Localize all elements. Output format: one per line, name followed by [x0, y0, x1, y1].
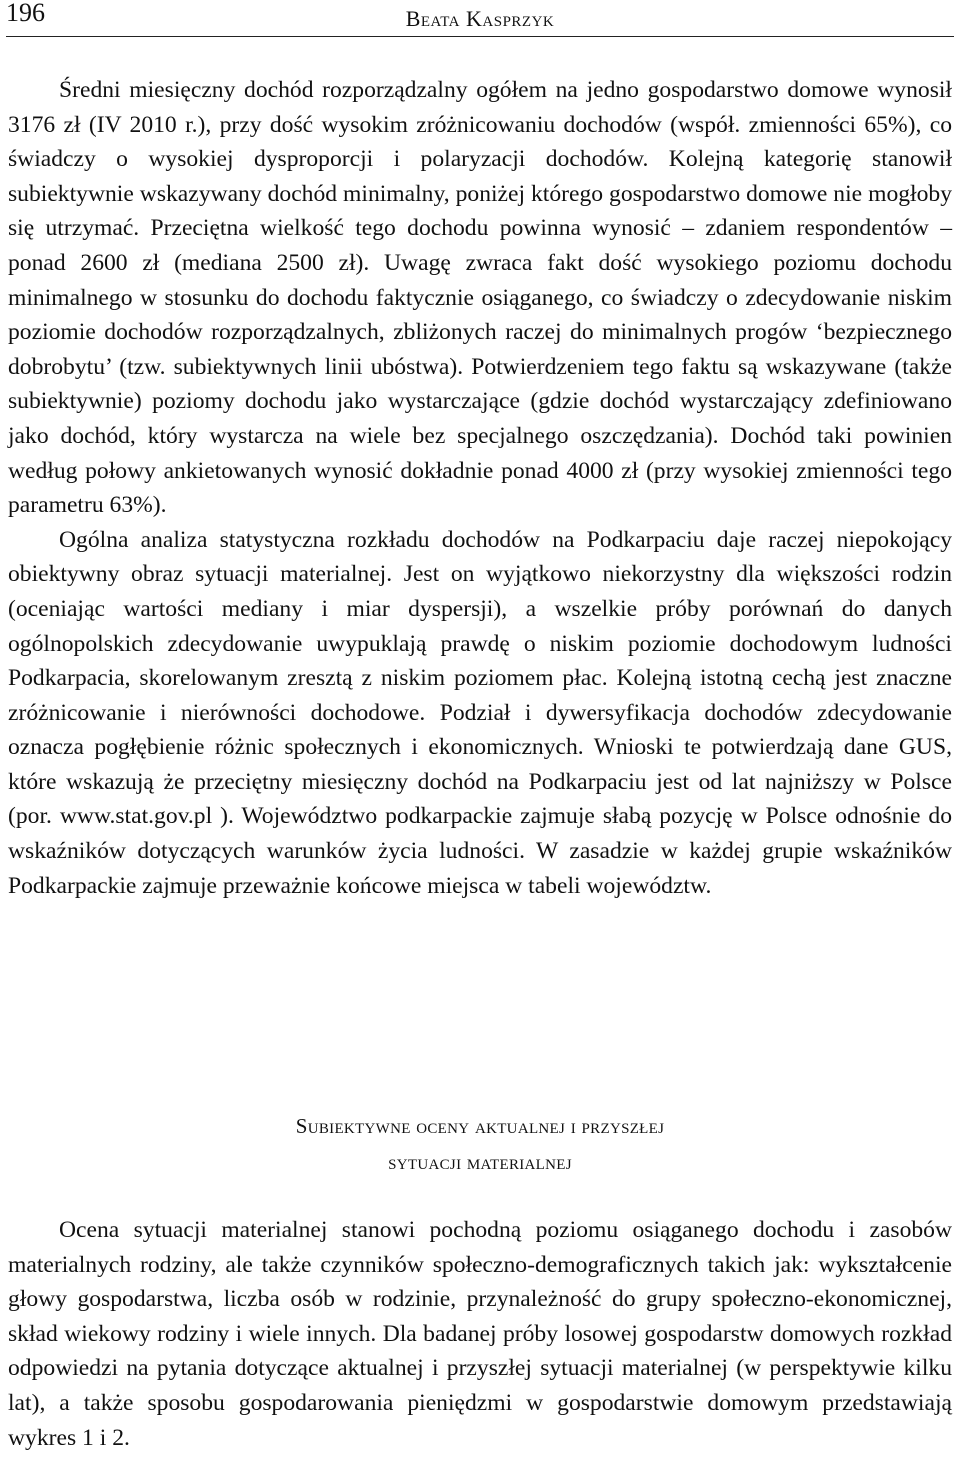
section-heading-line-1: Subiektywne oceny aktualnej i przyszłej — [295, 1114, 665, 1138]
page-number: 196 — [6, 0, 45, 27]
running-title-author: Beata Kasprzyk — [405, 6, 555, 31]
section-heading — [0, 1108, 960, 1180]
running-header — [6, 0, 954, 37]
paragraph-income-levels: Średni miesięczny dochód rozporządzalny ogółem na jedno gospodarstwo domowe wynosił 3176 zł (IV 2010 r.), przy dość wysokim zróżnicowaniu dochodów (współ. zmienności 65%), co świadczy o wysokiej dysproporcji i polaryzacji dochodów. Kolejną kategorię stanowił subiektywnie wskazywany dochód minimalny, poniżej którego gospodarstwo domowe nie mogłoby się utrzymać. Przeciętna wielkość tego dochodu powinna wynosić – zdaniem respondentów – ponad 2600 zł (mediana 2500 zł). Uwagę zwraca fakt dość wysokiego poziomu dochodu minimalnego w stosunku do dochodu faktycznie osiąganego, co świadczy o zdecydowanie niskim poziomie dochodów rozporządzalnych, zbliżonych raczej do minimalnych progów ‘bezpiecznego dobrobytu’ (tzw. subiektywnych linii ubóstwa). Potwierdzeniem tego faktu są wskazywane (także subiektywnie) poziomy dochodu jako wystarczające (gdzie dochód wystarczający zdefiniowano jako dochód, który wystarcza na wiele bez specjalnego oszczędzania). Dochód taki powinien według połowy ankietowanych wynosić dokładnie ponad 4000 zł (przy wysokiej zmienności tego parametru 63%). — [8, 77, 952, 519]
body-text-top — [8, 73, 952, 903]
paragraph-material-situation: Ocena sytuacji materialnej stanowi pochodną poziomu osiąganego dochodu i zasobów materialnych rodziny, ale także czynników społeczno-demograficznych takich jak: wykształcenie głowy gospodarstwa, liczba osób w rodzinie, przynależność do grupy społeczno-ekonomicznej, skład wiekowy rodziny i wiele innych. Dla badanej próby losowej gospodarstw domowych rozkład odpowiedzi na pytania dotyczące aktualnej i przyszłej sytuacji materialnej (w perspektywie kilku lat), a także sposobu gospodarowania pieniędzmi w gospodarstwie domowym przedstawiają wykres 1 i 2. — [8, 1217, 952, 1451]
paragraph-income-analysis: Ogólna analiza statystyczna rozkładu dochodów na Podkarpaciu daje raczej niepokojący obiektywny obraz sytuacji materialnej. Jest on wyjątkowo niekorzystny dla większości rodzin (oceniając wartości mediany i miar dyspersji), a wszelkie próby porównań do danych ogólnopolskich zdecydowanie uwypuklają prawdę o niskim poziomie dochodowym ludności Podkarpacia, skorelowanym zresztą z niskim poziomem płac. Kolejną istotną cechą jest znaczne zróżnicowanie i nierówności dochodowe. Podział i dywersyfikacja dochodów zdecydowanie oznacza pogłębienie różnic społecznych i ekonomicznych. Wnioski te potwierdzają dane GUS, które wskazują że przeciętny miesięczny dochód na Podkarpaciu jest od lat najniższy w Polsce (por. www.stat.gov.pl ). Województwo podkarpackie zajmuje słabą pozycję w Polsce odnośnie do wskaźników dotyczących warunków życia ludności. W zasadzie w każdej grupie wskaźników Podkarpackie zajmuje przeważnie końcowe miejsca w tabeli województw. — [8, 526, 952, 899]
section-heading-line-2: sytuacji materialnej — [388, 1150, 572, 1174]
body-text-bottom — [8, 1213, 952, 1455]
